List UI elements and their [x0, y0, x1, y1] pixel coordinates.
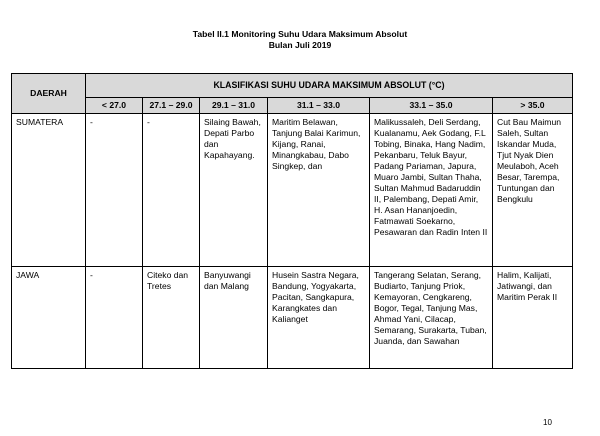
- range-header: > 35.0: [493, 97, 573, 113]
- table-cell: Malikussaleh, Deli Serdang, Kualanamu, Aek Godang, F.L Tobing, Binaka, Hang Nadim, Pekanbaru, Teluk Bayur, Padang Pariaman, Japura, Muaro Jambi, Sultan Thaha, Sultan Mahmud Badaruddin II, Palembang, Depati Amir, H. Asan Hananjoedin, Fatmawati Soekarno, Pesawaran dan Radin Inten II: [370, 114, 493, 267]
- table-cell: Tangerang Selatan, Serang, Budiarto, Tanjung Priok, Kemayoran, Cengkareng, Bogor, Tegal, Tanjung Mas, Ahmad Yani, Cilacap, Semarang, Surakarta, Tuban, Juanda, dan Sawahan: [370, 267, 493, 369]
- temperature-table: [11, 73, 573, 369]
- classification-header: KLASIFIKASI SUHU UDARA MAKSIMUM ABSOLUT (°C): [86, 74, 573, 98]
- range-header: 29.1 – 31.0: [200, 97, 268, 113]
- table-title-line1: Tabel II.1 Monitoring Suhu Udara Maksimum Absolut: [192, 29, 408, 39]
- region-header: DAERAH: [12, 74, 86, 114]
- range-header: 27.1 – 29.0: [143, 97, 200, 113]
- table-cell: Husein Sastra Negara, Bandung, Yogyakarta, Pacitan, Sangkapura, Karangkates dan Kalianget: [268, 267, 370, 369]
- table-title-line2: Bulan Juli 2019: [268, 40, 332, 50]
- region-cell: JAWA: [12, 267, 86, 369]
- table-row: [12, 267, 573, 369]
- table-cell: -: [86, 267, 143, 369]
- table-cell: Cut Bau Maimun Saleh, Sultan Iskandar Muda, Tjut Nyak Dien Meulaboh, Aceh Besar, Tarempa, Tuntungan dan Bengkulu: [493, 114, 573, 267]
- range-header: < 27.0: [86, 97, 143, 113]
- table-row: [12, 114, 573, 267]
- table-cell: Citeko dan Tretes: [143, 267, 200, 369]
- page-number: 10: [543, 418, 552, 427]
- table-cell: Halim, Kalijati, Jatiwangi, dan Maritim Perak II: [493, 267, 573, 369]
- table-cell: -: [143, 114, 200, 267]
- range-header: 31.1 – 33.0: [268, 97, 370, 113]
- table-cell: -: [86, 114, 143, 267]
- region-cell: SUMATERA: [12, 114, 86, 267]
- table-cell: Banyuwangi dan Malang: [200, 267, 268, 369]
- range-header: 33.1 – 35.0: [370, 97, 493, 113]
- table-title: [0, 29, 600, 51]
- table-cell: Silaing Bawah, Depati Parbo dan Kapahayang.: [200, 114, 268, 267]
- table-cell: Maritim Belawan, Tanjung Balai Karimun, Kijang, Ranai, Minangkabau, Dabo Singkep, dan: [268, 114, 370, 267]
